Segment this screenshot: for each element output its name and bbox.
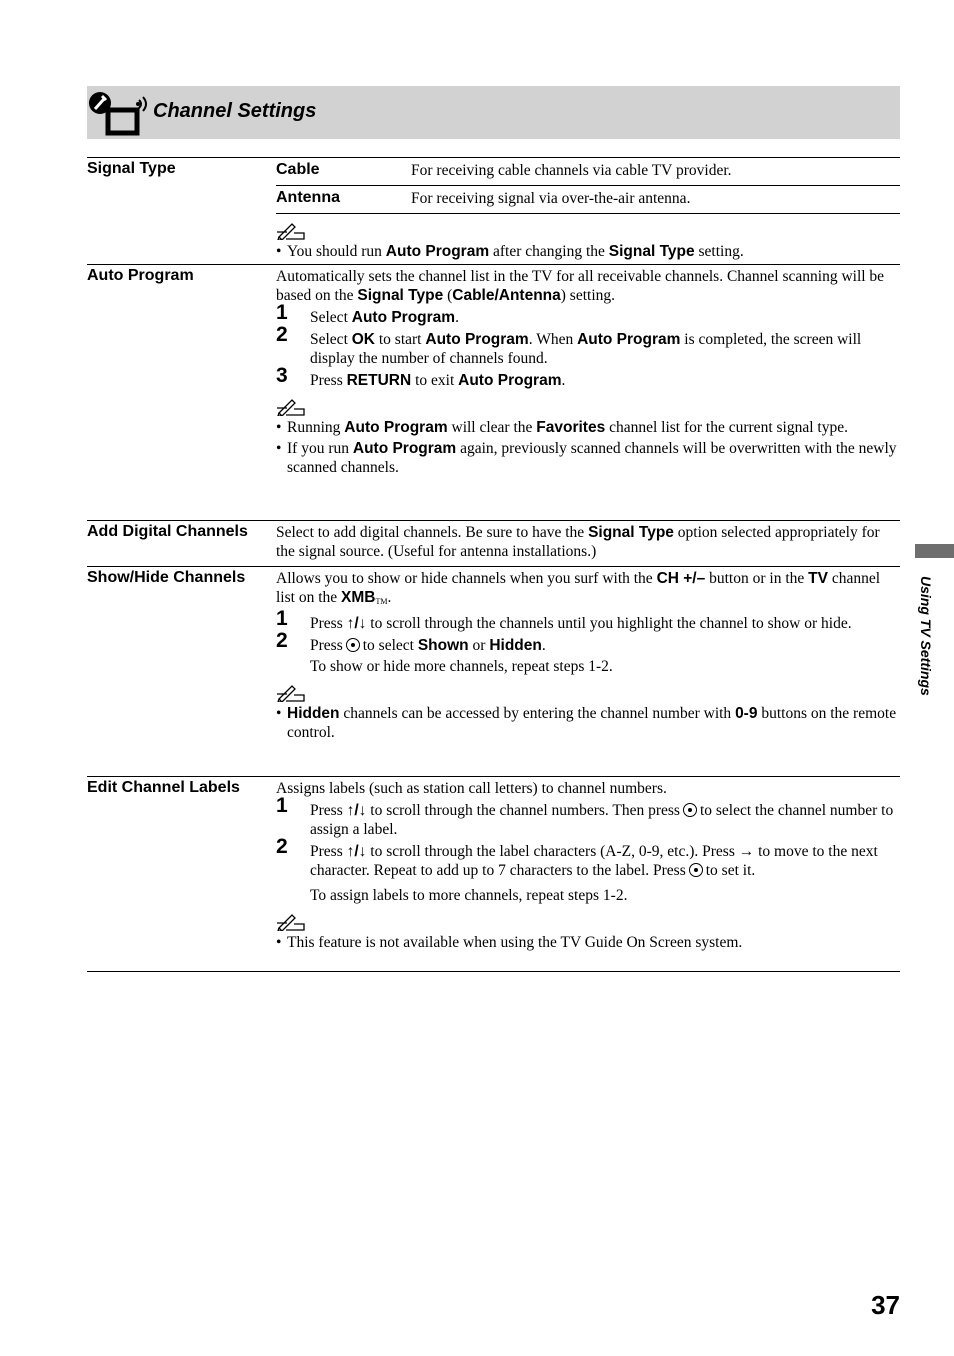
step-2 [276, 629, 900, 676]
term: Auto Program [352, 440, 457, 457]
body-text [276, 523, 900, 561]
text: again, previously scanned channels will be overwritten with the newly scanned channels. [287, 440, 897, 476]
term: Auto Program [425, 331, 529, 348]
text: to start [375, 331, 426, 348]
text: to select [362, 637, 418, 654]
signal-type-label: Signal Type [87, 160, 176, 177]
step-2 [276, 835, 900, 905]
text: Automatically sets the channel list in the TV for all receivable channels. Channel scanning will be based on the [276, 268, 885, 304]
trademark: TM [375, 597, 388, 606]
note-pencil-icon [276, 220, 306, 240]
step-number: 1 [276, 607, 288, 630]
signal-type-row [87, 157, 900, 264]
text: . [387, 589, 392, 606]
auto-program-row [87, 264, 900, 520]
text: channel list for the current signal type. [605, 419, 848, 436]
edit-labels-row [87, 776, 900, 971]
option-name: Cable [276, 161, 320, 178]
step-extra-text: To assign labels to more channels, repeat steps 1-2. [310, 887, 628, 904]
bullet: • [276, 419, 282, 436]
step-1 [276, 301, 900, 327]
text: . [541, 637, 546, 654]
step-number: 2 [276, 323, 288, 346]
enter-button-icon [689, 863, 703, 877]
tv-settings-icon [87, 88, 151, 138]
term: OK [351, 331, 375, 348]
text: Select [310, 331, 352, 348]
step-extra-text: To show or hide more channels, repeat steps 1-2. [310, 658, 613, 675]
text: button or in the [705, 570, 809, 587]
signal-type-body [276, 158, 900, 261]
step-number: 3 [276, 364, 288, 387]
text: Press [310, 843, 347, 860]
note-text [276, 933, 900, 952]
bullet: • [276, 440, 282, 457]
auto-program-label: Auto Program [87, 267, 194, 284]
term: Signal Type [357, 287, 444, 304]
note-pencil-icon [276, 911, 306, 931]
add-digital-body [276, 523, 900, 561]
section-header [87, 86, 900, 139]
text: to scroll through the label characters (A-Z, 0-9, etc.). Press [366, 843, 739, 860]
text: . [455, 309, 459, 326]
show-hide-body [276, 569, 900, 742]
show-hide-row [87, 566, 900, 776]
term: CH +/– [656, 570, 706, 587]
term: Signal Type [588, 524, 674, 541]
chapter-tab-label: Using TV Settings [918, 576, 934, 696]
text: ) setting. [560, 287, 616, 304]
option-name: Antenna [276, 189, 340, 206]
text: . [561, 372, 566, 389]
step-number: 2 [276, 629, 288, 652]
step-number: 1 [276, 794, 288, 817]
step-2 [276, 323, 900, 368]
term: RETURN [346, 372, 412, 389]
text: is completed, the screen will display the number of channels found. [310, 331, 862, 367]
term: 0-9 [735, 705, 758, 722]
note-pencil-icon [276, 396, 306, 416]
text: to move to the next character. Repeat to add up to 7 characters to the label. Press [310, 843, 878, 879]
step-1 [276, 794, 900, 839]
term: Cable/Antenna [452, 287, 561, 304]
text: Press [310, 372, 347, 389]
text: This feature is not available when using the TV Guide On Screen system. [287, 934, 743, 951]
bullet: • [276, 243, 282, 260]
term: XMB [341, 589, 376, 606]
term: Auto Program [458, 372, 562, 389]
term: Hidden [287, 705, 340, 722]
text: channel list on the [276, 570, 881, 606]
auto-program-body [276, 267, 900, 477]
note-pencil-icon [276, 682, 306, 702]
text: Running [287, 419, 345, 436]
term: Auto Program [344, 419, 448, 436]
option-antenna [276, 186, 900, 214]
note-text [276, 418, 900, 437]
show-hide-label: Show/Hide Channels [87, 569, 246, 586]
text: Press [310, 637, 343, 654]
enter-button-icon [683, 803, 697, 817]
text: will clear the [447, 419, 537, 436]
text: buttons on the remote control. [287, 705, 897, 741]
term: Signal Type [608, 243, 695, 260]
option-desc: For receiving cable channels via cable TV provider. [411, 162, 732, 179]
arrow-up-down-icon: ↑/↓ [346, 802, 367, 819]
page-title: Channel Settings [153, 100, 317, 122]
option-desc: For receiving signal via over-the-air antenna. [411, 190, 691, 207]
note-text [276, 242, 900, 261]
bullet: • [276, 934, 282, 951]
intro-text: Assigns labels (such as station call letters) to channel numbers. [276, 780, 667, 797]
text: channels can be accessed by entering the channel number with [339, 705, 736, 722]
page-number: 37 [871, 1290, 900, 1320]
intro-text [276, 267, 900, 305]
chapter-tab-marker [915, 544, 954, 558]
edit-labels-label: Edit Channel Labels [87, 779, 240, 796]
text: setting. [694, 243, 744, 260]
text: option selected appropriately for the signal source. (Useful for antenna installations.) [276, 524, 880, 560]
intro-text [276, 569, 900, 611]
text: to set it. [705, 862, 756, 879]
step-1 [276, 607, 900, 633]
enter-button-icon [346, 638, 360, 652]
add-digital-row [87, 520, 900, 566]
text: You should run [287, 243, 386, 260]
term: Favorites [536, 419, 606, 436]
text: or [468, 637, 490, 654]
text: Press [310, 615, 347, 632]
step-3 [276, 364, 900, 390]
text: . When [528, 331, 578, 348]
term: Auto Program [351, 309, 456, 326]
note-text [276, 439, 900, 477]
text: to scroll through the channel numbers. Then press [366, 802, 680, 819]
text: Press [310, 802, 347, 819]
arrow-up-down-icon: ↑/↓ [346, 843, 367, 860]
text: ( [443, 287, 453, 304]
table-bottom-rule [87, 971, 900, 972]
step-number: 1 [276, 301, 288, 324]
text: If you run [287, 440, 353, 457]
term: Shown [417, 637, 469, 654]
text: to scroll through the channels until you highlight the channel to show or hide. [366, 615, 852, 632]
text: Allows you to show or hide channels when you surf with the [276, 570, 657, 587]
text: after changing the [489, 243, 609, 260]
arrow-up-down-icon: ↑/↓ [346, 615, 367, 632]
option-cable [276, 158, 900, 186]
bullet: • [276, 705, 282, 722]
note-text [276, 704, 900, 742]
edit-labels-body [276, 779, 900, 952]
term: Hidden [489, 637, 542, 654]
text: Select [310, 309, 352, 326]
term: Auto Program [577, 331, 681, 348]
term: Auto Program [385, 243, 490, 260]
text: to exit [411, 372, 459, 389]
text: to select the channel number to assign a label. [310, 802, 894, 838]
step-number: 2 [276, 835, 288, 858]
arrow-right-icon: → [738, 843, 755, 860]
text: Select to add digital channels. Be sure to have the [276, 524, 589, 541]
add-digital-label: Add Digital Channels [87, 523, 248, 540]
term: TV [808, 570, 828, 587]
